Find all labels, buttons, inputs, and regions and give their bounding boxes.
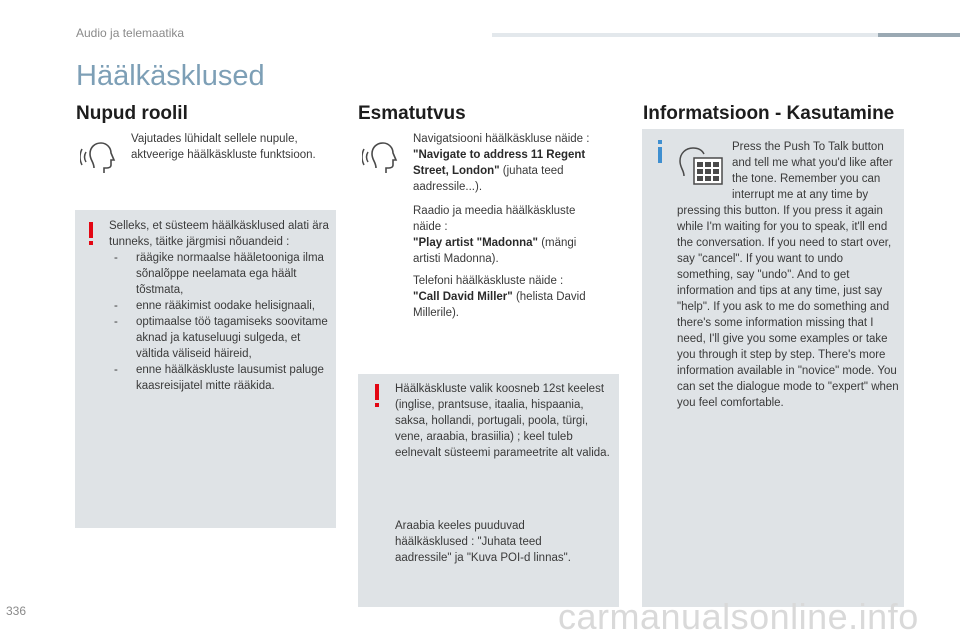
phone-example [413,273,605,321]
heading-first-steps: Esmatutvus [358,103,466,124]
navigation-example-translation: (juhata teed aadressile...). [413,165,564,193]
page-number: 336 [6,604,27,618]
navigation-example [413,131,611,195]
radio-example-intro: Raadio ja meedia häälkäskluste näide : [413,205,576,233]
heading-information-usage: Informatsioon - Kasutamine [643,103,895,124]
language-warning-text: Häälkäskluste valik koosneb 12st keelest (inglise, prantsuse, itaalia, hispaania, saksa, hollandi, portugali, poola, türgi, vene, araabia, brasiilia) ; keel tuleb eelnevalt süsteemi parameetrite alt valida. [395,383,610,459]
radio-example-translation: (mängi artisti Madonna). [413,237,577,265]
list-item: - räägike normaalse hääletooniga ilma sõnalõppe neelamata ega häält tõstmata, [109,250,335,298]
phone-example-translation: (helista David Millerile). [413,291,586,319]
radio-example-command: "Play artist "Madonna" [413,237,538,249]
icon-spacer [677,139,732,193]
page-title: Häälkäsklused [76,60,265,92]
heading-steering-buttons: Nupud roolil [76,103,188,124]
navigation-example-command: "Navigate to address 11 Regent Street, London" [413,149,586,177]
phone-example-command: "Call David Miller" [413,291,513,303]
info-icon [655,140,665,164]
arabic-note-text: Araabia keeles puuduvad häälkäsklused : "Juhata teed aadressile" ja "Kuva POI-d linnas". [395,520,571,564]
radio-example [413,203,599,267]
list-item: - enne rääkimist oodake helisignaali, [109,298,335,314]
intro-text-col1: Vajutades lühidalt sellele nupule, aktveerige häälkäskluste funktsioon. [131,133,316,161]
warning-intro: Selleks, et süsteem häälkäsklused alati ära tunneks, täitke järgmisi nõuandeid : [109,220,329,248]
warning-content-col1 [109,218,335,394]
voice-command-icon [362,138,402,178]
list-item: - optimaalse töö tagamiseks soovitame aknad ja katuseluugi sulgeda, et vältida väliseid häireid, [109,314,335,362]
header-section-label: Audio ja telemaatika [76,26,185,40]
warning-icon [86,222,96,246]
phone-example-intro: Telefoni häälkäskluste näide : [413,275,564,287]
info-text-wrapper [677,139,899,411]
watermark: carmanualsonline.info [558,596,919,637]
voice-command-icon [80,138,120,178]
navigation-example-intro: Navigatsiooni häälkäskluse näide : [413,133,590,145]
header-rule [492,33,960,37]
list-item: - enne häälkäskluste lausumist paluge kaasreisijatel mitte rääkida. [109,362,335,394]
info-text: Press the Push To Talk button and tell me what you'd like after the tone. Remember you can interrupt me at any time by pressing this button. If you press it again while I'm waiting for you to speak, it'll end the conversation. If you need to start over, say "cancel". If you want to undo something, say "undo". And to get information and tips at any time, just say "help". If you ask to me do something and there's some information missing that I need, I'll give you some examples or take you through it step by step. There's more information available in "novice" mode. You can set the dialogue mode to "expert" when you feel comfortable. [677,141,899,409]
warning-list [109,250,335,394]
warning-icon [372,384,382,408]
